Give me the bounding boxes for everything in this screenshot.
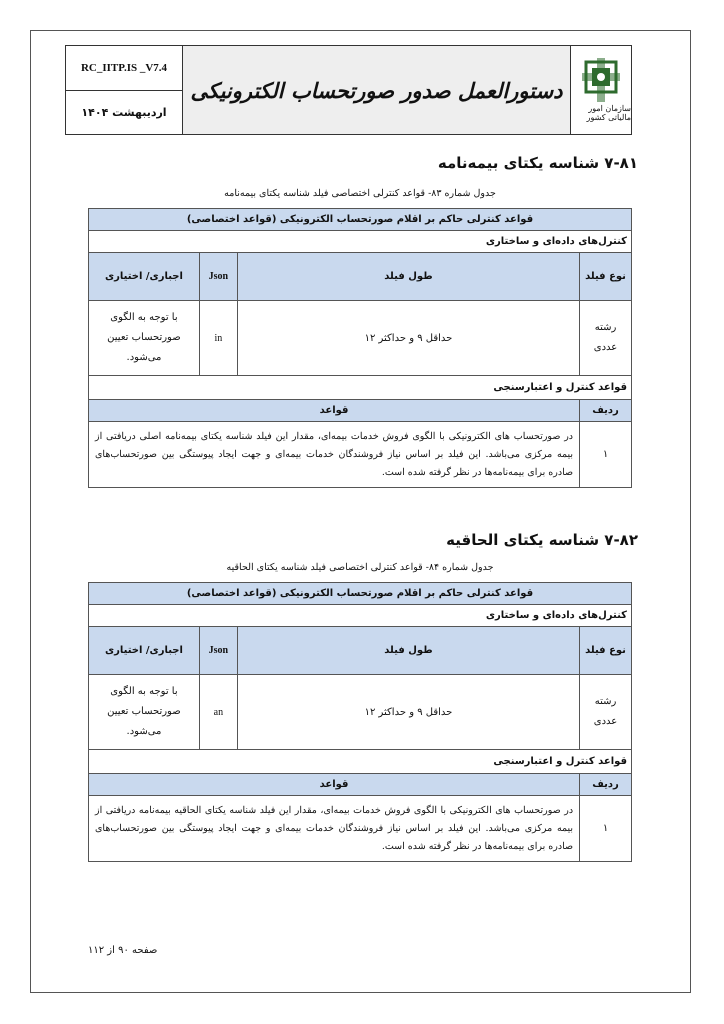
table-main-header: قواعد کنترلی حاکم بر اقلام صورتحساب الکترونیکی (قواعد اختصاصی) xyxy=(89,583,632,605)
control-table-2 xyxy=(88,582,632,862)
header-meta xyxy=(66,46,183,134)
col-rules: قواعد xyxy=(89,774,580,796)
control-table-1 xyxy=(88,208,632,488)
org-name: سازمان امور مالیاتی کشور xyxy=(586,104,631,122)
col-field-type: نوع فیلد xyxy=(580,627,632,675)
section-title-1: ۷-۸۱ شناسه یکتای بیمه‌نامه xyxy=(437,154,638,172)
col-required: اجباری/ اختیاری xyxy=(89,627,200,675)
table-main-header: قواعد کنترلی حاکم بر اقلام صورتحساب الکترونیکی (قواعد اختصاصی) xyxy=(89,209,632,231)
col-rules: قواعد xyxy=(89,400,580,422)
col-field-length: طول فیلد xyxy=(237,253,579,301)
org-logo xyxy=(570,46,631,134)
document-header xyxy=(65,45,632,135)
tax-org-logo-icon xyxy=(582,58,620,102)
row-number: ۱ xyxy=(580,796,632,862)
document-code: RC_IITP.IS _V7.4 xyxy=(66,46,182,91)
field-length-value: حداقل ۹ و حداکثر ۱۲ xyxy=(237,301,579,376)
page-number: صفحه ۹۰ از ۱۱۲ xyxy=(88,945,158,956)
data-controls-label: کنترل‌های داده‌ای و ساختاری xyxy=(89,231,632,253)
rule-text: در صورتحساب های الکترونیکی با الگوی فروش خدمات بیمه‌ای، مقدار این فیلد شناسه یکتای بیمه‌نامه اصلی دریافتی از بیمه مرکزی می‌باشد. این فیلد بر اساس نیاز فروشندگان خدمات بیمه‌ای و جهت ایجاد پیوستگی بین صورتحساب‌های صادره برای بیمه‌نامه‌ها در نظر گرفته شده است. xyxy=(89,422,580,488)
col-row-number: ردیف xyxy=(580,400,632,422)
document-date: اردیبهشت ۱۴۰۴ xyxy=(81,105,167,119)
section-title-2: ۷-۸۲ شناسه یکتای الحاقیه xyxy=(446,531,638,549)
field-type-value: رشته عددی xyxy=(580,675,632,750)
field-type-value: رشته عددی xyxy=(580,301,632,376)
required-value: با توجه به الگوی صورتحساب تعیین می‌شود. xyxy=(89,301,200,376)
json-key-value: an xyxy=(199,675,237,750)
validation-header: قواعد کنترل و اعتبارسنجی xyxy=(89,376,632,400)
rule-text: در صورتحساب های الکترونیکی با الگوی فروش خدمات بیمه‌ای، مقدار این فیلد شناسه یکتای الحاقیه بیمه‌نامه دریافتی از بیمه مرکزی می‌باشد. این فیلد بر اساس نیاز فروشندگان خدمات بیمه‌ای و جهت ایجاد پیوستگی بین صورتحساب‌های صادره برای بیمه‌نامه‌ها در نظر گرفته شده است. xyxy=(89,796,580,862)
col-required: اجباری/ اختیاری xyxy=(89,253,200,301)
field-length-value: حداقل ۹ و حداکثر ۱۲ xyxy=(237,675,579,750)
table-caption-1: جدول شماره ۸۳- قواعد کنترلی اختصاصی فیلد شناسه یکتای بیمه‌نامه xyxy=(224,188,496,199)
col-row-number: ردیف xyxy=(580,774,632,796)
table-caption-2: جدول شماره ۸۴- قواعد کنترلی اختصاصی فیلد شناسه یکتای الحاقیه xyxy=(226,562,494,573)
col-json: Json xyxy=(199,627,237,675)
document-title: دستورالعمل صدور صورتحساب الکترونیکی xyxy=(183,46,570,134)
row-number: ۱ xyxy=(580,422,632,488)
required-value: با توجه به الگوی صورتحساب تعیین می‌شود. xyxy=(89,675,200,750)
col-field-type: نوع فیلد xyxy=(580,253,632,301)
json-key-value: in xyxy=(199,301,237,376)
validation-header: قواعد کنترل و اعتبارسنجی xyxy=(89,750,632,774)
col-field-length: طول فیلد xyxy=(237,627,579,675)
data-controls-label: کنترل‌های داده‌ای و ساختاری xyxy=(89,605,632,627)
col-json: Json xyxy=(199,253,237,301)
